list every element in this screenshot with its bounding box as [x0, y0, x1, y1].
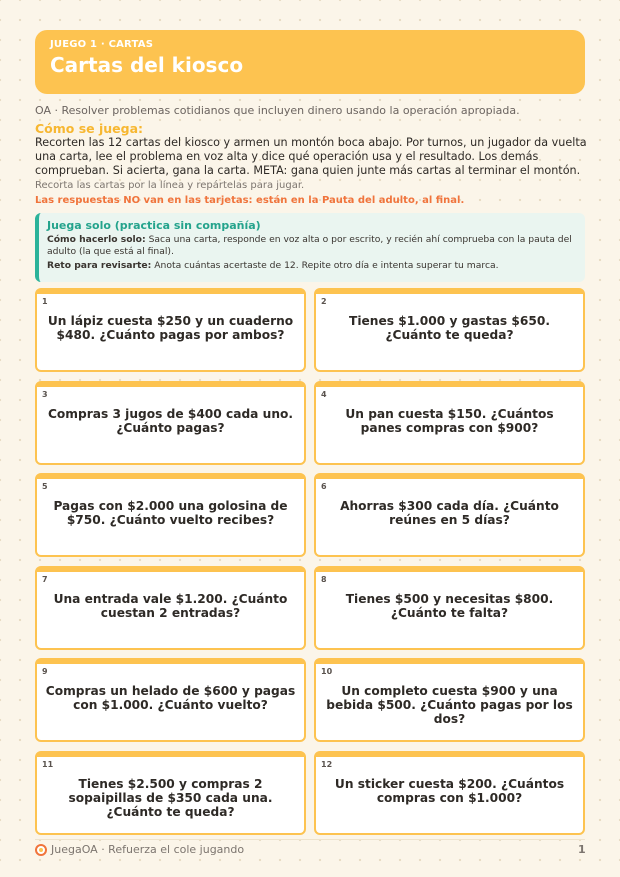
cut-note: Recorta las cartas por la línea y repártelas para jugar. — [35, 180, 305, 191]
footer-brand: JuegaOA · Refuerza el cole jugando — [51, 843, 245, 856]
target-icon — [35, 844, 47, 856]
solo-how-label: Cómo hacerlo solo: — [47, 234, 146, 245]
card-question: Tienes $2.500 y compras 2 sopaipillas de $350 cada una. ¿Cuánto te queda? — [68, 777, 273, 819]
answers-warning: Las respuestas NO van en las tarjetas: están en la Pauta del adulto, al final. — [35, 195, 465, 206]
card-question: Ahorras $300 cada día. ¿Cuánto reúnes en 5 días? — [340, 499, 559, 527]
card-question: Un pan cuesta $150. ¿Cuántos panes compras con $900? — [345, 407, 554, 435]
page-title: Cartas del kiosco — [50, 53, 244, 77]
card — [314, 751, 585, 835]
card-number: 9 — [42, 667, 48, 676]
card-number: 10 — [321, 667, 333, 676]
card — [35, 566, 306, 650]
solo-play-box — [35, 213, 585, 282]
card — [314, 473, 585, 557]
card — [35, 473, 306, 557]
card-number: 2 — [321, 297, 327, 306]
card-number: 6 — [321, 482, 327, 491]
game-kicker: JUEGO 1 · CARTAS — [50, 39, 154, 50]
solo-how-text: Saca una carta, responde en voz alta o por escrito, y recién ahí comprueba con la pauta del adulto (la que está al final). — [47, 234, 572, 257]
card-question: Tienes $500 y necesitas $800. ¿Cuánto te falta? — [345, 592, 554, 620]
card-question: Tienes $1.000 y gastas $650. ¿Cuánto te queda? — [349, 314, 550, 342]
card — [314, 288, 585, 372]
solo-challenge-text: Anota cuántas acertaste de 12. Repite otro día e intenta superar tu marca. — [151, 260, 499, 271]
card — [35, 751, 306, 835]
card-number: 8 — [321, 575, 327, 584]
card-number: 4 — [321, 390, 327, 399]
solo-how — [47, 234, 575, 258]
card-number: 7 — [42, 575, 48, 584]
footer-divider — [35, 839, 585, 840]
card-number: 3 — [42, 390, 48, 399]
card-question: Un sticker cuesta $200. ¿Cuántos compras con $1.000? — [334, 777, 565, 805]
card-number: 5 — [42, 482, 48, 491]
card-number: 11 — [42, 760, 54, 769]
footer — [35, 843, 244, 856]
card-question: Compras un helado de $600 y pagas con $1.000. ¿Cuánto vuelto? — [45, 684, 296, 712]
solo-challenge — [47, 260, 575, 272]
card-question: Un completo cuesta $900 y una bebida $500. ¿Cuánto pagas por los dos? — [326, 684, 573, 726]
card-number: 12 — [321, 760, 333, 769]
instructions-text: Recorten las 12 cartas del kiosco y armen un montón boca abajo. Por turnos, un jugador da vuelta una carta, lee el problema en voz alta y dice qué operación usa y el resultado. Los demás comprueban. Si acierta, gana la carta. META: gana quien junte más cartas al terminar el montón. — [35, 136, 587, 177]
card — [314, 381, 585, 465]
card — [35, 381, 306, 465]
solo-title: Juega solo (practica sin compañía) — [47, 219, 261, 232]
solo-challenge-label: Reto para revisarte: — [47, 260, 152, 271]
card — [314, 566, 585, 650]
card — [35, 658, 306, 742]
card-number: 1 — [42, 297, 48, 306]
learning-objective: OA · Resolver problemas cotidianos que incluyen dinero usando la operación apropiada. — [35, 104, 520, 117]
how-to-heading: Cómo se juega: — [35, 121, 144, 136]
page-header — [35, 30, 585, 94]
card — [314, 658, 585, 742]
card-question: Una entrada vale $1.200. ¿Cuánto cuestan 2 entradas? — [53, 592, 288, 620]
card-question: Compras 3 jugos de $400 cada uno. ¿Cuánto pagas? — [47, 407, 294, 435]
card-question: Un lápiz cuesta $250 y un cuaderno $480. ¿Cuánto pagas por ambos? — [47, 314, 294, 342]
card — [35, 288, 306, 372]
page-number: 1 — [578, 843, 586, 856]
card-question: Pagas con $2.000 una golosina de $750. ¿Cuánto vuelto recibes? — [53, 499, 288, 527]
